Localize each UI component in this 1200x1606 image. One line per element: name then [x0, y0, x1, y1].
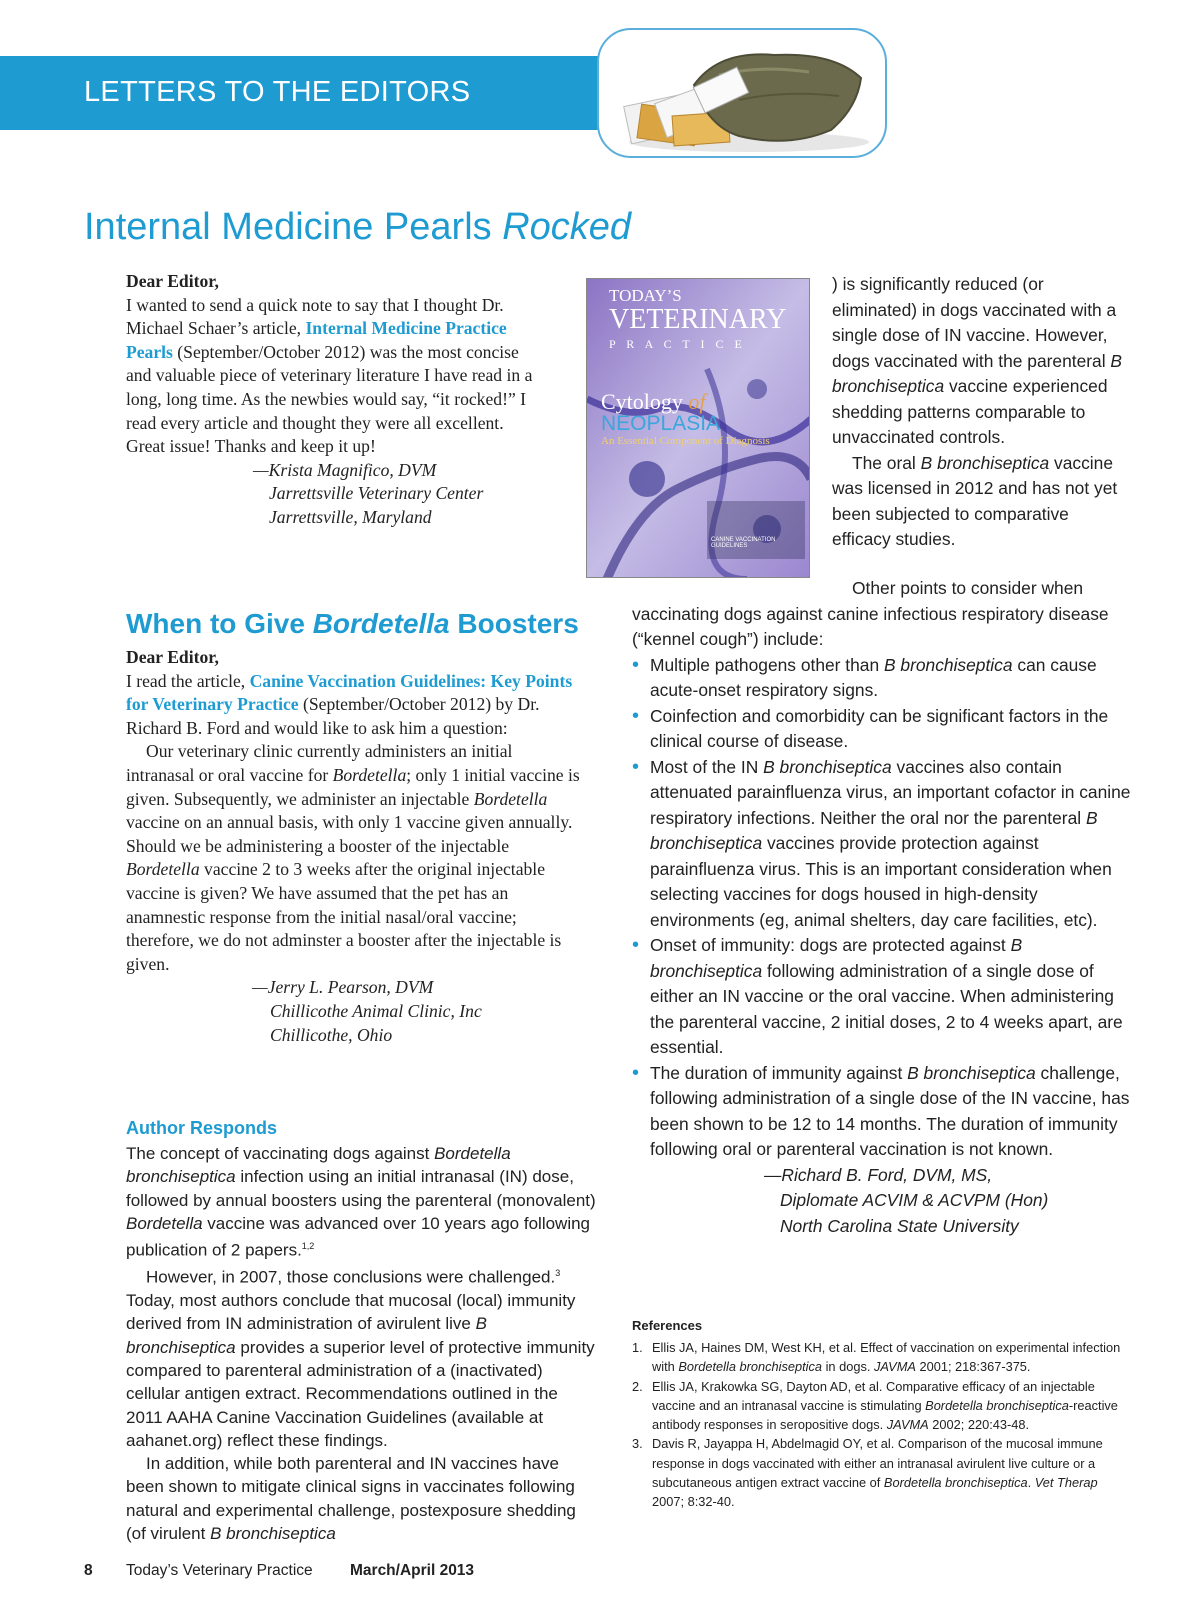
article-title-emphasis: Rocked: [502, 206, 632, 248]
letter-2-paragraph-2: Our veterinary clinic currently administers an initial intranasal or oral vaccine for Bordetella; only 1 initial vaccine is given. Subsequently, we administer an injectable Bordetella vaccine on an annual basis, with only 1 vaccine given annually.: [126, 741, 580, 833]
considerations-list: [632, 653, 1132, 1163]
letter-1-body: I wanted to send a quick note to say that I thought Dr. Michael Schaer’s article, Internal Medicine Practice Pearls (September/October 2012) was the most concise and valuable piece of veterinary literature I have read in a long, long time. As the newbies would say, “it rocked!” I read every article and thought they were all excellent. Great issue! Thanks and keep it up!: [126, 294, 533, 457]
section-title: LETTERS TO THE EDITORS: [84, 76, 471, 108]
response-paragraph-3-start: In addition, while both parenteral and IN vaccines have been shown to mitigate clinical signs in vaccinates following natural and experimental challenge, postexposure shedding (of virulent B bronchiseptica: [126, 1454, 576, 1544]
signature-location: Chillicothe, Ohio: [270, 1024, 393, 1045]
list-item: • Coinfection and comorbidity can be significant factors in the clinical course of disease.: [632, 704, 1132, 755]
letter-2: [126, 646, 582, 1047]
letter-2-paragraph-3: Should we be administering a booster of the injectable Bordetella vaccine 2 to 3 weeks after the original injectable vaccine is given? We have assumed that the pet has an anamnestic response from the initial nasal/oral vaccine; therefore, we do not adminster a booster after the injectable is given.: [126, 835, 562, 974]
response-paragraph-2: However, in 2007, those conclusions were challenged.$^3$ Today, most authors conclude that mucosal (local) immunity derived from IN administration of avirulent live B bronchiseptica provides a superior level of protective immunity compared to parenteral administration of a (inactivated) cellular antigen extract. Recommendations outlined in the 2011 AAHA Canine Vaccination Guidelines (available at aahanet.org) reflect these findings.: [126, 1267, 595, 1450]
signature-name: —Krista Magnifico, DVM: [253, 459, 437, 480]
internal-medicine-pearls-link[interactable]: Internal Medicine Practice Pearls: [126, 318, 507, 362]
signature-organization: Diplomate ACVIM & ACVPM (Hon): [780, 1190, 1049, 1210]
cover-masthead: TODAY’S VETERINARY P R A C T I C E: [609, 286, 787, 351]
footer-publication: Today’s Veterinary Practice: [126, 1562, 313, 1579]
magazine-cover-image: [586, 278, 810, 578]
signature-name: —Richard B. Ford, DVM, MS,: [764, 1164, 993, 1185]
response-signature: [632, 1163, 1132, 1240]
letter-2-salutation: Dear Editor,: [126, 647, 219, 667]
signature-organization: Chillicothe Animal Clinic, Inc: [270, 1000, 482, 1021]
page-number: 8: [84, 1562, 93, 1579]
footer-issue: March/April 2013: [350, 1562, 475, 1579]
reference-item: 3. Davis R, Jayappa H, Abdelmagid OY, et al. Comparison of the mucosal immune response in dogs vaccinated with either an intranasal avirulent live culture or a subcutaneous antigen extract vaccine of Bordetella bronchiseptica. Vet Therap 2007; 8:32-40.: [632, 1436, 1103, 1510]
signature-location: Jarrettsville, Maryland: [269, 506, 432, 527]
list-item: • The duration of immunity against B bronchiseptica challenge, following administration of a single dose of the IN vaccine, has been shown to be 12 to 14 months. The duration of immunity following oral or parenteral vaccination is not known.: [632, 1061, 1132, 1163]
canine-vaccination-guidelines-link[interactable]: Canine Vaccination Guidelines: Key Points for Veterinary Practice: [126, 670, 573, 715]
article-title: [84, 206, 631, 249]
response-paragraph-5: Other points to consider when vaccinating dogs against canine infectious respiratory disease (“kennel cough”) include:: [632, 578, 1109, 649]
letter-1-salutation: Dear Editor,: [126, 271, 219, 291]
letter-1-signature: [126, 459, 546, 530]
references-list: [632, 1338, 1124, 1512]
signature-location: North Carolina State University: [780, 1215, 1019, 1236]
response-paragraph-3-end: ) is significantly reduced (or eliminated) in dogs vaccinated with a single dose of IN vaccine. However, dogs vaccinated with the parenteral B bronchiseptica vaccine experienced shedding patterns comparable to unvaccinated controls.: [832, 274, 1123, 447]
response-right-column-top: [832, 272, 1124, 553]
response-paragraph-4: The oral B bronchiseptica vaccine was licensed in 2012 and has not yet been subjected to comparative efficacy studies.: [832, 452, 1118, 549]
letter-2-heading: When to Give Bordetella Boosters: [126, 608, 579, 639]
references-heading: References: [632, 1318, 703, 1333]
author-responds-heading: Author Responds: [126, 1118, 277, 1138]
article-title-text: Internal Medicine Pearls: [84, 206, 492, 248]
signature-organization: Jarrettsville Veterinary Center: [269, 483, 484, 504]
letter-1: [126, 270, 546, 530]
signature-name: —Jerry L. Pearson, DVM: [252, 977, 434, 998]
list-item: • Multiple pathogens other than B bronchiseptica can cause acute-onset respiratory signs.: [632, 653, 1132, 704]
response-paragraph-1: The concept of vaccinating dogs against Bordetella bronchiseptica infection using an initial intranasal (IN) dose, followed by annual boosters using the parenteral (monovalent) Bordetella vaccine was advanced over 10 years ago following publication of 2 papers.$^{1,2}$: [126, 1144, 596, 1260]
mail-bag-icon: [599, 30, 887, 158]
mail-bag-illustration: [597, 28, 887, 158]
reference-item: 1. Ellis JA, Haines DM, West KH, et al. Effect of vaccination on experimental infection with Bordetella bronchiseptica in dogs. JAVMA 2001; 218:367-375.: [632, 1340, 1121, 1375]
cover-teaser: CANINE VACCINATION GUIDELINES: [711, 537, 776, 549]
response-left-column: [126, 1142, 598, 1545]
list-item: • Most of the IN B bronchiseptica vaccines also contain attenuated parainfluenza virus, an important cofactor in canine respiratory infections. Neither the oral nor the parenteral B bronchiseptica vaccines provide protection against parainfluenza virus. This is an important consideration when selecting vaccines for dogs housed in high-density environments (eg, animal shelters, day care facilities, etc).: [632, 755, 1132, 934]
letter-2-paragraph-1: I read the article, Canine Vaccination Guidelines: Key Points for Veterinary Practice (September/October 2012) by Dr. Richard B. Ford and would like to ask him a question:: [126, 670, 573, 738]
list-item: • Onset of immunity: dogs are protected against B bronchiseptica following administration of a single dose of either an IN vaccine or the oral vaccine. When administering the parenteral vaccine, 2 initial doses, 2 to 4 weeks apart, are essential.: [632, 933, 1132, 1061]
response-right-column: [632, 576, 1132, 1239]
letter-2-signature: [126, 976, 582, 1047]
cover-headline: Cytology of NEOPLASIA An Essential Component of Diagnosis: [601, 389, 770, 447]
reference-item: 2. Ellis JA, Krakowka SG, Dayton AD, et al. Comparative efficacy of an injectable vaccine and an intranasal vaccine is stimulating Bordetella bronchiseptica-reactive antibody responses in seropositive dogs. JAVMA 2002; 220:43-48.: [632, 1378, 1118, 1433]
